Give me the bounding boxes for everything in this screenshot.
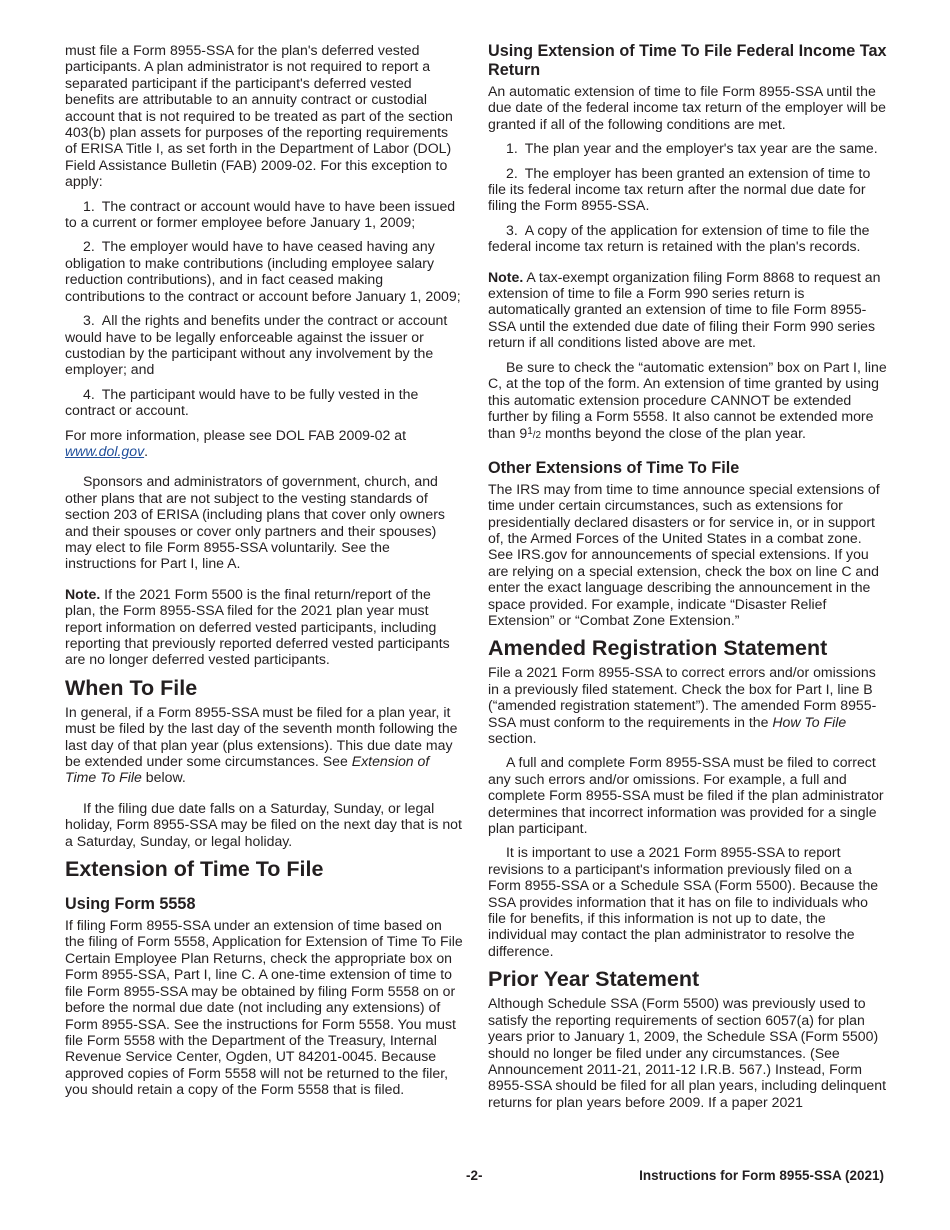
- list-item: 3. All the rights and benefits under the contract or account would have to be legally enforceable against the issuer or custodian by the participant without any involvement by the employer; and: [65, 312, 448, 378]
- cross-reference: How To File: [772, 713, 847, 730]
- heading-prior-year-statement: Prior Year Statement: [488, 967, 700, 992]
- paragraph-automatic-extension: Be sure to check the “automatic extension” box on Part I, line C, at the top of the form. An extension of time granted by using this automatic extension procedure CANNOT be extended further by filing a Form 5558. It also cannot be extended more than $9^1/2$ months beyond the close of the plan year.: [488, 358, 887, 442]
- paragraph-other-extensions: The IRS may from time to time announce special extensions of time under certain circumstances, such as extensions for presidentially declared disasters or for service in, or in support of, the Armed Forces of the United States in a combat zone. See IRS.gov for announcements of special extensions. If you are relying on a special extension, check the box on line C and enter the exact language describing the announcement in the space provided. For example, indicate “Disaster Relief Extension” or “Combat Zone Extension.”: [488, 480, 880, 628]
- left-column: [65, 42, 463, 1106]
- paragraph-when-to-file: In general, if a Form 8955-SSA must be filed for a plan year, it must be filed by the last day of the seventh month following the last day of that plan year (plus extensions). This due date may be extended under some circumstances. See Extension of Time To File below.: [65, 703, 458, 786]
- paragraph-plan-exception: must file a Form 8955-SSA for the plan's deferred vested participants. A plan administrator is not required to report a separated participant if the participant's deferred vested benefits are attributable to an annuity contract or custodial account that is not required to be treated as part of the section 403(b) plan assets for purposes of the reporting requirements of ERISA Title I, as set forth in the Department of Labor (DOL) Field Assistance Bulletin (FAB) 2009-02. For this exception to apply:: [65, 42, 453, 190]
- heading-extension-of-time: Extension of Time To File: [65, 857, 324, 882]
- list-item: 2. The employer has been granted an extension of time to file its federal income tax return after the normal due date for filing the Form 8955-SSA.: [488, 164, 871, 214]
- heading-federal-extension: Using Extension of Time To File Federal Income Tax Return: [488, 42, 887, 79]
- note-tax-exempt: Note. A tax-exempt organization filing Form 8868 to request an extension of time to file a Form 990 series return is automatically granted an extension of time to file Form 8955-SSA until the extended due date of filing their Form 990 series return if all conditions listed above are met.: [488, 268, 881, 351]
- list-item: 1. The plan year and the employer's tax year are the same.: [506, 140, 878, 157]
- footer-title: Instructions for Form 8955-SSA (2021): [639, 1168, 884, 1183]
- paragraph-important: It is important to use a 2021 Form 8955-SSA to report revisions to a participant's information previously filed on a Form 8955-SSA or a Schedule SSA (Form 5500). Because the SSA provides information that it has on file to individuals who file for benefits, if this information is not up to date, the individual may contact the plan administrator to resolve the difference.: [488, 844, 879, 959]
- list-item: 4. The participant would have to be fully vested in the contract or account.: [65, 385, 419, 419]
- note-label: Note.: [488, 268, 524, 285]
- cross-reference: Extension of Time To File: [65, 753, 430, 786]
- paragraph-amended: File a 2021 Form 8955-SSA to correct errors and/or omissions in a previously filed statement. Check the box for Part I, line B (“amended registration statement”). The amended Form 8955-SSA must conform to the requirements in the How To File section.: [488, 664, 877, 746]
- heading-when-to-file: When To File: [65, 675, 198, 700]
- paragraph-more-info: For more information, please see DOL FAB 2009-02 at www.dol.gov.: [65, 426, 407, 459]
- list-item: 1. The contract or account would have to have been issued to a current or former employee before January 1, 2009;: [65, 197, 456, 231]
- paragraph-form-5558: If filing Form 8955-SSA under an extension of time based on the filing of Form 5558, Application for Extension of Time To File Certain Employee Plan Returns, check the appropriate box on Form 8955-SSA, Part I, line C. A one-time extension of time to file Form 8955-SSA may be obtained by filing Form 5558 on or before the normal due date (not including any extensions) of Form 8955-SSA. See the instructions for Form 5558. You must file Form 5558 with the Department of the Treasury, Internal Revenue Service Center, Ogden, UT 84201-0045. Because approved copies of Form 5558 will not be returned to the filer, you should retain a copy of the Form 5558 that is filed.: [65, 917, 463, 1098]
- paragraph-prior-year: Although Schedule SSA (Form 5500) was previously used to satisfy the reporting requirements of section 6057(a) for plan years prior to January 1, 2009, the Schedule SSA (Form 5500) should no longer be filed under any circumstances. (See Announcement 2011-21, 2011-12 I.R.B. 567.) Instead, Form 8955-SSA should be filed for all plan years, including delinquent returns for plan years before 2009. If a paper 2021: [488, 995, 887, 1110]
- heading-amended-statement: Amended Registration Statement: [488, 636, 828, 661]
- heading-other-extensions: Other Extensions of Time To File: [488, 458, 740, 477]
- page-number: -2-: [466, 1168, 483, 1183]
- list-item: 2. The employer would have to have ceased having any obligation to make contributions (including employee salary reduction contributions), and in fact ceased making contributions to the contract or account before January 1, 2009;: [65, 238, 461, 304]
- dol-link[interactable]: www.dol.gov: [65, 442, 145, 459]
- paragraph-sponsors: Sponsors and administrators of government, church, and other plans that are not subject to the vesting standards of section 203 of ERISA (including plans that cover only owners and their spouses or cover only partners and their spouses) may elect to file Form 8955-SSA voluntarily. See the instructions for Part I, line A.: [65, 473, 445, 572]
- paragraph-weekend: If the filing due date falls on a Saturday, Sunday, or legal holiday, Form 8955-SSA may be filed on the next day that is not a Saturday, Sunday, or legal holiday.: [65, 799, 462, 849]
- list-item: 3. A copy of the application for extension of time to file the federal income tax return is retained with the plan's records.: [488, 221, 870, 255]
- paragraph-full-complete: A full and complete Form 8955-SSA must be filed to correct any such errors and/or omissions. For example, a full and complete Form 8955-SSA must be filed if the plan administrator determines that incorrect information was provided for a single plan participant.: [488, 754, 884, 837]
- note-final-return: Note. If the 2021 Form 5500 is the final return/report of the plan, the Form 8955-SSA filed for the 2021 plan year must report information on deferred vested participants, including reporting that previously reported deferred vested participants are no longer deferred vested participants.: [65, 585, 450, 668]
- note-label: Note.: [65, 585, 101, 602]
- heading-using-form-5558: Using Form 5558: [65, 895, 196, 914]
- right-column: [488, 42, 888, 1118]
- paragraph-federal-extension: An automatic extension of time to file Form 8955-SSA until the due date of the federal income tax return of the employer will be granted if all of the following conditions are met.: [488, 83, 886, 132]
